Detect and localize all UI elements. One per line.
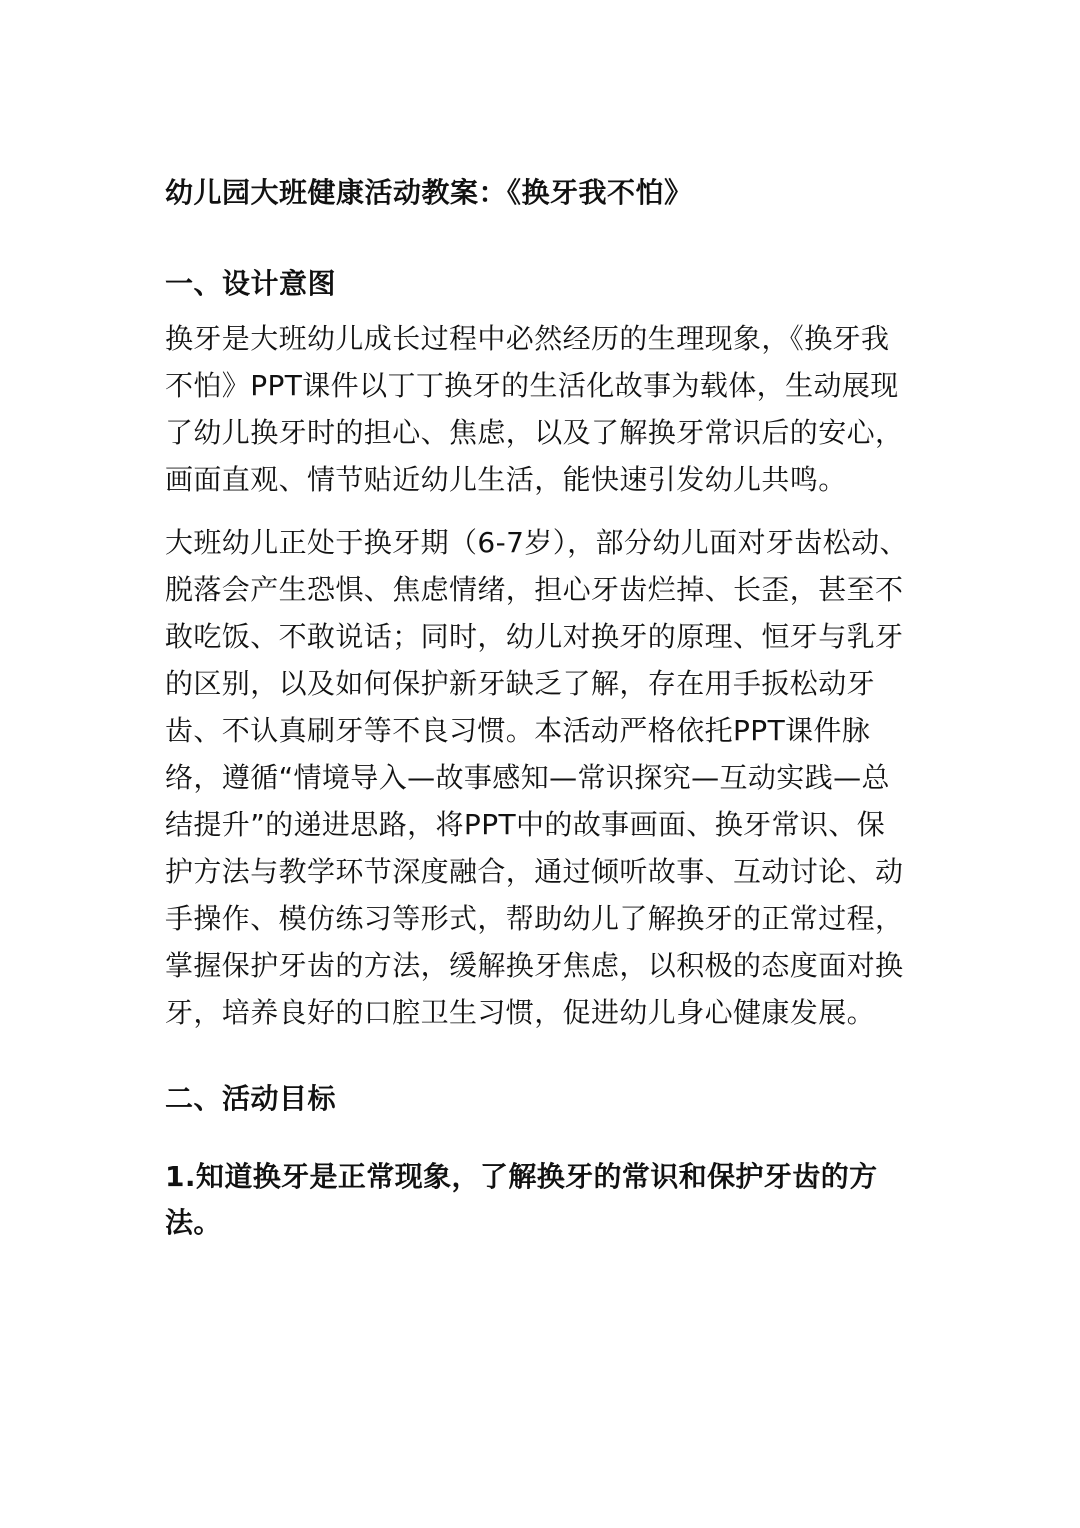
document-title: 幼儿园大班健康活动教案：《换牙我不怕》 [165,176,693,209]
design-intent-paragraph-1: 换牙是大班幼儿成长过程中必然经历的生理现象，《换牙我不怕》PPT课件以丁丁换牙的生活化故事为载体，生动展现了幼儿换牙时的担心、焦虑，以及了解换牙常识后的安心，画面直观、情节贴近幼儿生活，能快速引发幼儿共鸣。 [165,322,904,496]
section-heading-activity-goals: 二、活动目标 [165,1082,337,1115]
document-body [165,170,913,1246]
activity-goal-1: 1.知道换牙是正常现象，了解换牙的常识和保护牙齿的方法。 [165,1160,878,1239]
design-intent-paragraph-2: 大班幼儿正处于换牙期（6-7岁），部分幼儿面对牙齿松动、脱落会产生恐惧、焦虑情绪，担心牙齿烂掉、长歪，甚至不敢吃饭、不敢说话；同时，幼儿对换牙的原理、恒牙与乳牙的区别，以及如何保护新牙缺乏了解，存在用手扳松动牙齿、不认真刷牙等不良习惯。本活动严格依托PPT课件脉络，遵循“情境导入—故事感知—常识探究—互动实践—总结提升”的递进思路，将PPT中的故事画面、换牙常识、保护方法与教学环节深度融合，通过倾听故事、互动讨论、动手操作、模仿练习等形式，帮助幼儿了解换牙的正常过程，掌握保护牙齿的方法，缓解换牙焦虑，以积极的态度面对换牙，培养良好的口腔卫生习惯，促进幼儿身心健康发展。 [165,526,908,1029]
section-heading-design-intent: 一、设计意图 [165,267,337,300]
